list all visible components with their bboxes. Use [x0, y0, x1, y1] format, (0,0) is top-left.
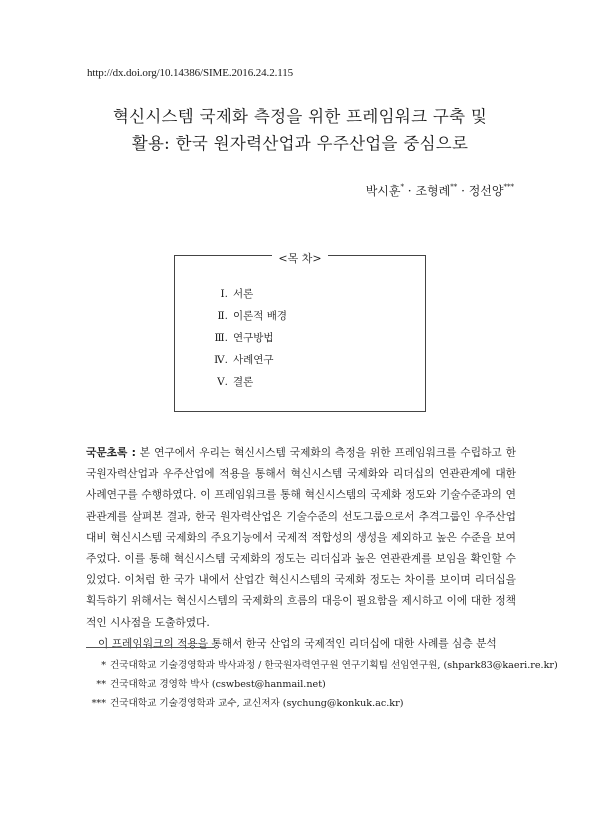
toc-item — [212, 287, 287, 309]
toc-item-number: Ⅱ. — [217, 310, 228, 322]
footnote-text: 건국대학교 기술경영학과 교수, 교신저자 (sychung@konkuk.ac.kr) — [110, 698, 404, 709]
footnote — [86, 694, 558, 713]
title-line-2: 활용: 한국 원자력산업과 우주산업을 중심으로 — [131, 134, 469, 153]
author-separator: · — [407, 184, 412, 198]
author-mark: ** — [450, 183, 458, 191]
author-separator: · — [461, 184, 465, 198]
abstract-paragraph-2: 이 프레임워크의 적용을 통해서 한국 산업의 국제적인 리더십에 대한 사례를 심층 분석 — [98, 636, 497, 650]
toc-item-label: 사례연구 — [233, 354, 274, 366]
footnote-mark: * — [101, 660, 106, 671]
title-line-1: 혁신시스템 국제화 측정을 위한 프레임워크 구축 및 — [112, 107, 488, 126]
toc-item-label: 연구방법 — [233, 332, 274, 344]
abstract-label: 국문초록 : — [86, 446, 136, 459]
toc-item-number: Ⅴ. — [217, 376, 228, 388]
author-mark: *** — [503, 183, 514, 191]
toc-item-number: Ⅳ. — [214, 354, 228, 366]
toc-item-number: Ⅲ. — [214, 332, 228, 344]
footnote — [86, 675, 558, 694]
toc-item — [212, 375, 287, 397]
author-list — [366, 182, 514, 199]
footnote-mark: *** — [91, 698, 106, 709]
paper-title — [0, 103, 600, 157]
footnote — [86, 656, 558, 675]
toc-item — [212, 331, 287, 353]
toc-item — [212, 309, 287, 331]
footnote-mark: ** — [96, 679, 106, 690]
toc-heading: <목 차> — [175, 247, 425, 266]
author-name: 박시훈 — [365, 184, 401, 198]
footnote-divider — [86, 647, 214, 648]
toc-item-label: 서론 — [233, 288, 254, 300]
toc-item — [212, 353, 287, 375]
toc-item-label: 결론 — [233, 376, 254, 388]
doi-link[interactable]: http://dx.doi.org/10.14386/SIME.2016.24.2.115 — [87, 67, 294, 79]
footnote-text: 건국대학교 경영학 박사 (cswbest@hanmail.net) — [110, 679, 326, 690]
toc-list — [212, 287, 287, 397]
footnotes — [86, 656, 558, 713]
author-mark: * — [400, 183, 404, 191]
abstract-paragraph-1 — [86, 442, 516, 633]
toc-item-number: Ⅰ. — [220, 288, 228, 300]
footnote-text: 건국대학교 기술경영학과 박사과정 / 한국원자력연구원 연구기획팀 선임연구원, (shpark83@kaeri.re.kr) — [110, 660, 558, 671]
abstract-text: 본 연구에서 우리는 혁신시스템 국제화의 측정을 위한 프레임워크를 수립하고 한국원자력산업과 우주산업에 적용을 통해서 혁신시스템 국제화와 리더십의 연관관계에 대한 사례연구를 수행하였다. 이 프레임워크를 통해 혁신시스템의 국제화 정도와 기술수준과의 연관관계를 살펴본 결과, 한국 원자력산업은 기술수준의 선도그룹으로서 추격그룹인 우주산업 대비 혁신시스템 국제화의 주요기능에서 국제적 적합성의 생성을 제외하고 높은 수준을 보여주었다. 이를 통해 혁신시스템 국제화의 정도는 리더십과 높은 연관관계를 보임을 확인할 수 있었다. 이처럼 한 국가 내에서 산업간 혁신시스템의 국제화 정도는 차이를 보이며 리더십을 획득하기 위해서는 혁신시스템의 국제화의 흐름의 대응이 필요함을 제시하고 이에 대한 정책적인 시사점을 도출하였다. — [86, 446, 516, 629]
author-name: 조형례 — [415, 184, 451, 198]
table-of-contents — [174, 252, 426, 412]
toc-item-label: 이론적 배경 — [233, 310, 288, 322]
korean-abstract — [86, 442, 516, 654]
author-name: 정선양 — [468, 184, 504, 198]
